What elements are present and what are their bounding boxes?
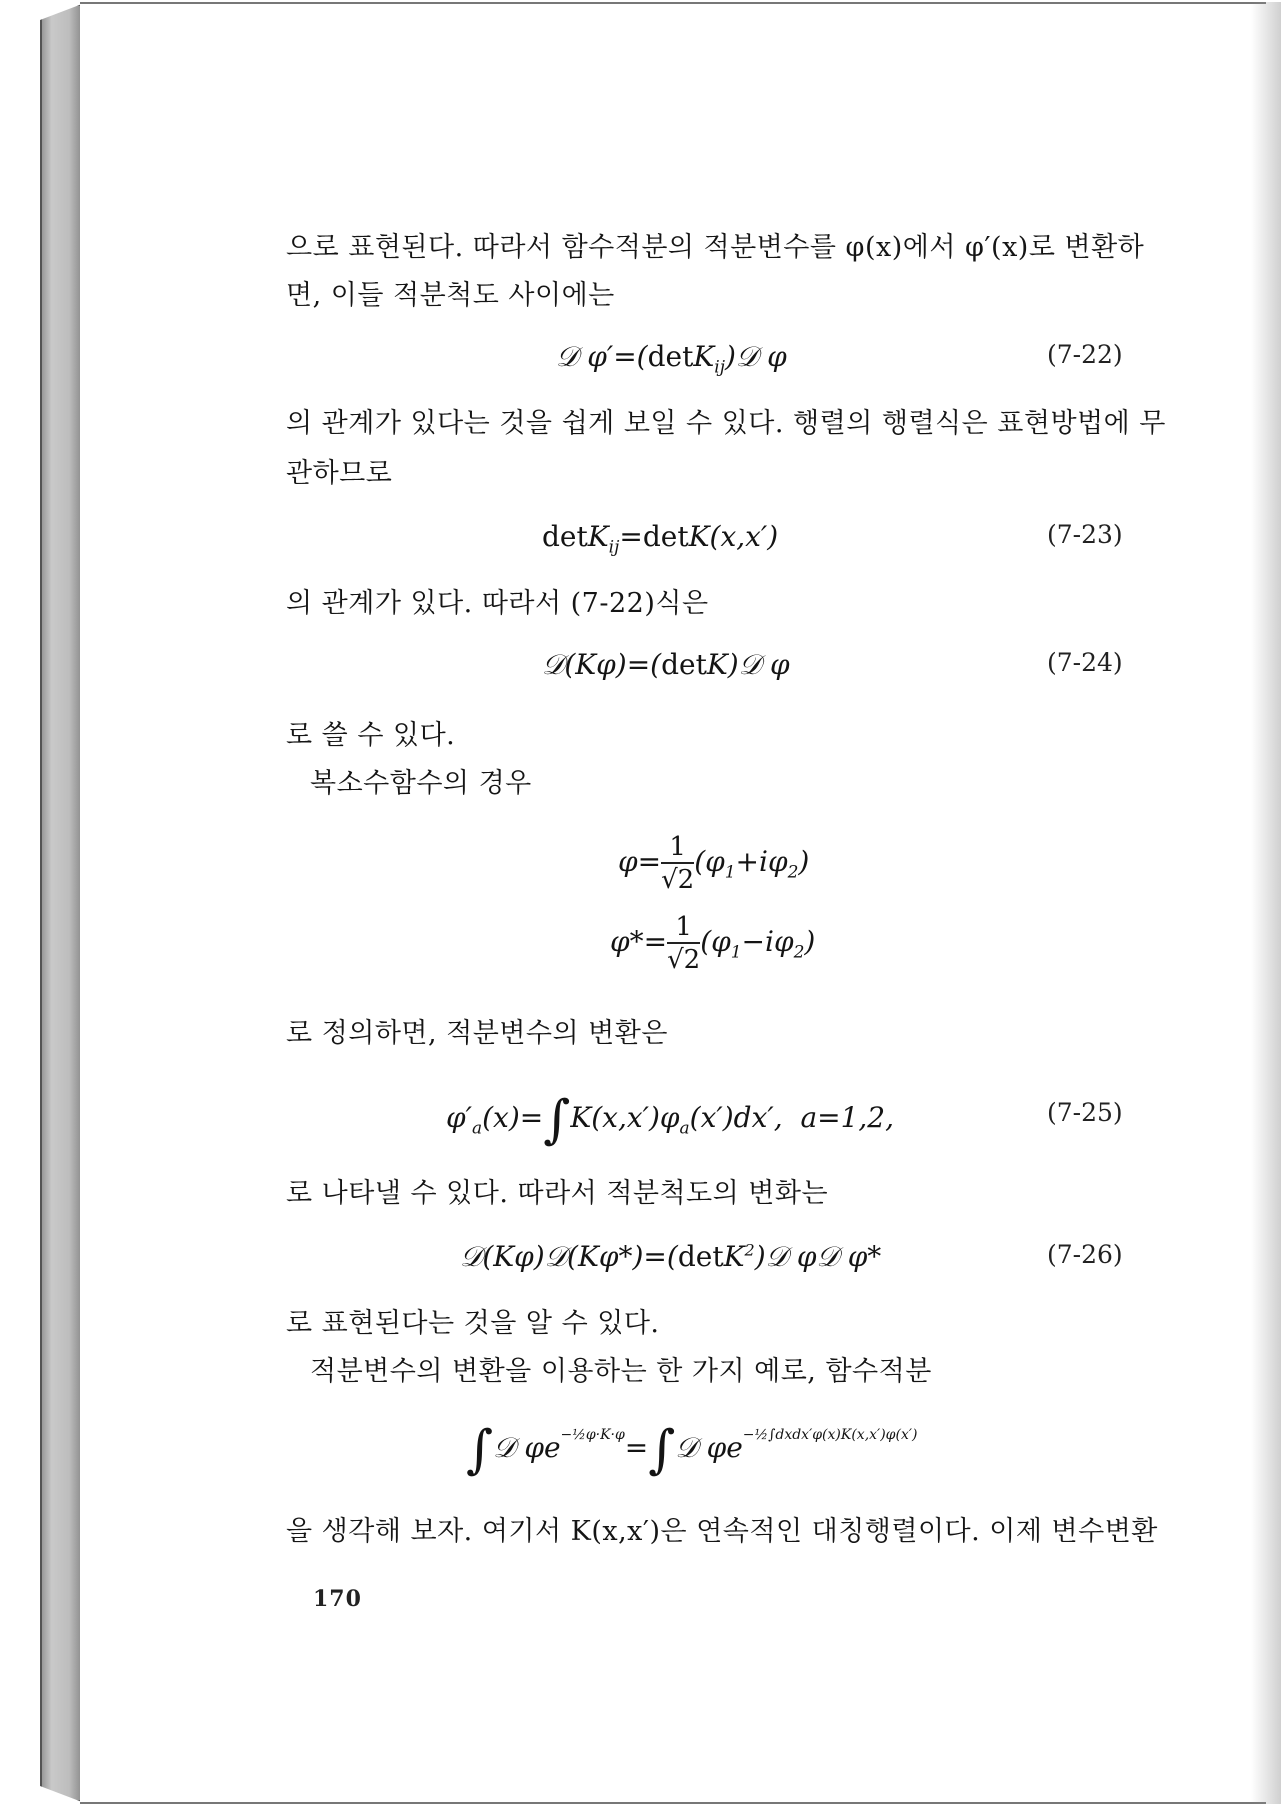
equation-phi-star: φ*= $\frac{1}{√2}$ $(\varphi_1-i\varphi_2)$: [610, 912, 816, 975]
equation-number: (7-23): [1047, 520, 1123, 549]
paragraph-line: 의 관계가 있다. 따라서 (7-22)식은: [286, 588, 709, 619]
paragraph-line: 의 관계가 있다는 것을 쉽게 보일 수 있다. 행렬의 행렬식은 표현방법에 무: [286, 408, 1166, 439]
paragraph-line: 관하므로: [286, 458, 393, 489]
paragraph-line: 복소수함수의 경우: [310, 768, 532, 799]
equation-number: (7-22): [1047, 340, 1123, 369]
paragraph-line: 면, 이들 적분척도 사이에는: [286, 280, 615, 311]
paragraph-line: 로 정의하면, 적분변수의 변환은: [286, 1018, 668, 1049]
paragraph-line: 로 나타낼 수 있다. 따라서 적분척도의 변화는: [286, 1178, 829, 1209]
equation-gaussian-integral: ∫𝒟 $\varphi e^{-\frac{1}{2}\varphi\cdot K\cdot\varphi}=\int 𝒟$ $\varphi e^{-\frac{1}{2}\int dxdx'\varphi(x)K(x,x')\varphi(x')}$: [466, 1420, 918, 1480]
paragraph-line: 으로 표현된다. 따라서 함수적분의 적분변수를 φ(x)에서 φ′(x)로 변환하: [286, 232, 1145, 263]
equation-number: (7-24): [1047, 648, 1123, 677]
equation-number: (7-26): [1047, 1240, 1123, 1269]
paragraph-line: 을 생각해 보자. 여기서 K(x,x′)은 연속적인 대칭행렬이다. 이제 변수변환: [286, 1516, 1158, 1547]
equation-number: (7-25): [1047, 1098, 1123, 1127]
equation-phi: φ= $\frac{1}{√2}$ $(\varphi_1+i\varphi_2)$: [618, 832, 810, 895]
equation-7-26: 𝒟(Kφ)𝒟(Kφ*)=(detK$^2$)𝒟 φ𝒟 φ*: [460, 1240, 882, 1273]
equation-7-25: $\varphi'_a(x)=\int K(x,x')\varphi_a(x')dx'$, a=1,2,: [446, 1090, 895, 1150]
equation-7-22: 𝒟 φ′=(detK$_{ij}$)𝒟 φ: [556, 340, 787, 378]
paragraph-line: 로 표현된다는 것을 알 수 있다.: [286, 1308, 660, 1339]
paragraph-line: 적분변수의 변환을 이용하는 한 가지 예로, 함수적분: [310, 1356, 932, 1387]
page-number: 170: [313, 1586, 362, 1612]
equation-7-23: detK$_{ij}$=detK(x,x′): [542, 520, 779, 558]
paragraph-line: 로 쓸 수 있다.: [286, 720, 456, 751]
equation-7-24: 𝒟(Kφ)=(detK)𝒟 φ: [542, 648, 790, 681]
